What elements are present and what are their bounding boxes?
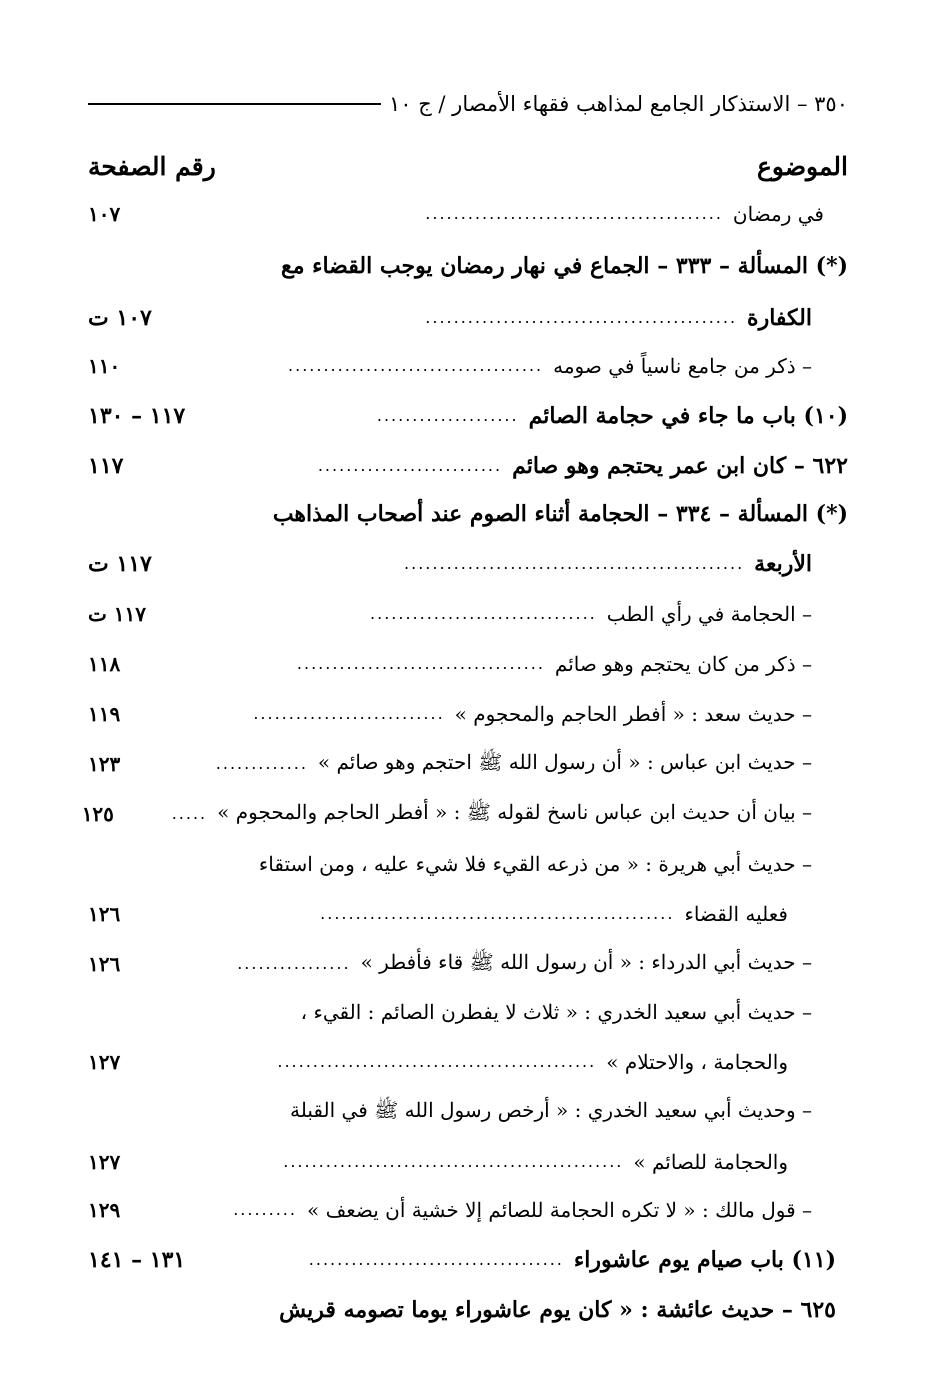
leader-dots: ....................................	[288, 356, 544, 375]
header-rule	[88, 103, 381, 105]
leader-dots: ..........................	[317, 456, 503, 475]
entry-text: – الحجامة في رأي الطب	[606, 602, 812, 626]
entry-page: ١١٩	[88, 702, 121, 726]
entry-text: ٦٢٢ – كان ابن عمر يحتجم وهو صائم	[512, 453, 848, 479]
toc-entry	[88, 1144, 848, 1180]
entry-text: – ذكر من كان يحتجم وهو صائم	[554, 652, 812, 676]
topic-column-heading: الموضوع	[757, 151, 848, 181]
leader-dots: .............................................	[277, 1052, 597, 1071]
entry-text: – حديث أبي سعيد الخدري : « ثلاث لا يفطرن الصائم : القيء ،	[300, 1000, 812, 1024]
leader-dots: .....	[171, 804, 208, 823]
entry-text: – حديث سعد : « أفطر الحاجم والمحجوم »	[454, 702, 812, 726]
entry-text: ٦٢٥ – حديث عائشة : « كان يوم عاشوراء يوما تصومه قريش	[279, 1297, 836, 1323]
leader-dots: .............	[215, 754, 308, 773]
toc-entry	[88, 348, 848, 384]
entry-page: ١١٧ – ١٣٠	[88, 403, 186, 429]
leader-dots: ................................................	[283, 1152, 624, 1171]
entry-page: ١٢٣	[88, 752, 121, 776]
leader-dots: ....................................	[308, 1250, 564, 1269]
entry-text: والحجامة ، والاحتلام »	[606, 1050, 788, 1074]
toc-entry	[88, 896, 848, 932]
leader-dots: ................................................	[404, 554, 745, 573]
entry-text: – بيان أن حديث ابن عباس ناسخ لقوله ﷺ : « أفطر الحاجم والمحجوم »	[217, 799, 812, 824]
entry-page: ١١٧	[88, 453, 124, 479]
entry-page: ١٠٧	[88, 202, 121, 226]
entry-page: ١٢٦	[88, 952, 121, 976]
toc-entry	[88, 1292, 848, 1328]
entry-page: ١١٠	[88, 354, 121, 378]
entry-text: – حديث ابن عباس : « أن رسول الله ﷺ احتجم وهو صائم »	[317, 749, 812, 774]
entry-page: ١١٧ ت	[88, 551, 152, 577]
toc-entry	[88, 248, 848, 284]
toc-entry	[88, 300, 848, 336]
entry-text: الكفارة	[747, 305, 812, 331]
leader-dots: ..................................................	[320, 904, 675, 923]
entry-text: – حديث أبي هريرة : « من ذرعه القيء فلا شيء عليه ، ومن استقاء	[258, 852, 812, 876]
running-title: ٣٥٠ – الاستذكار الجامع لمذاهب فقهاء الأمصار / ج ١٠	[388, 92, 848, 116]
leader-dots: ................................	[370, 604, 597, 623]
toc-entry	[88, 496, 848, 532]
toc-entry	[88, 696, 848, 732]
entry-text: – حديث أبي الدرداء : « أن رسول الله ﷺ قاء فأفطر »	[360, 949, 812, 974]
entry-page: ١١٨	[88, 652, 121, 676]
toc-entry	[88, 1094, 848, 1130]
entry-text: (١١) باب صيام يوم عاشوراء	[573, 1247, 836, 1273]
page-column-heading: رقم الصفحة	[88, 151, 216, 181]
toc-entry	[88, 448, 848, 484]
toc-entry	[88, 196, 848, 232]
leader-dots: ..........................................	[425, 204, 723, 223]
entry-page: ١٢٥	[81, 802, 114, 826]
entry-text: فعليه القضاء	[684, 902, 788, 926]
toc-entry	[88, 1242, 848, 1278]
leader-dots: ............................................	[425, 308, 738, 327]
toc-entry	[88, 1192, 848, 1228]
entry-text: (*) المسألة – ٣٣٣ – الجماع في نهار رمضان يوجب القضاء مع	[280, 253, 848, 279]
entry-text: الأربعة	[754, 551, 812, 577]
entry-page: ١٣١ – ١٤١	[88, 1247, 186, 1273]
leader-dots: ................	[237, 954, 351, 973]
toc-entry	[88, 398, 848, 434]
running-header	[88, 84, 848, 124]
toc-entry	[88, 846, 848, 882]
entry-text: في رمضان	[732, 202, 824, 226]
toc-entry	[88, 596, 848, 632]
entry-page: ١٢٧	[88, 1050, 121, 1074]
toc-entry	[88, 1044, 848, 1080]
toc-entry	[88, 946, 848, 982]
entry-text: (*) المسألة – ٣٣٤ – الحجامة أثناء الصوم عند أصحاب المذاهب	[272, 501, 848, 527]
entry-page: ١٢٩	[88, 1198, 121, 1222]
leader-dots: ....................	[376, 406, 519, 425]
entry-text: – قول مالك : « لا تكره الحجامة للصائم إلا خشية أن يضعف »	[306, 1198, 812, 1222]
entry-text: – وحديث أبي سعيد الخدري : « أرخص رسول الله ﷺ في القبلة	[290, 1097, 812, 1122]
column-headers	[88, 146, 848, 186]
toc-entry	[88, 646, 848, 682]
toc-entry	[88, 546, 848, 582]
entry-text: والحجامة للصائم »	[633, 1150, 788, 1174]
toc-entry	[88, 746, 848, 782]
entry-page: ١٢٧	[88, 1150, 121, 1174]
entry-text: – ذكر من جامع ناسياً في صومه	[553, 354, 812, 378]
entry-page: ١٢٦	[88, 902, 121, 926]
toc-entry	[88, 994, 848, 1030]
entry-text: (١٠) باب ما جاء في حجامة الصائم	[528, 403, 848, 429]
leader-dots: ...........................	[253, 704, 445, 723]
entry-page: ١٠٧ ت	[88, 305, 152, 331]
entry-page: ١١٧ ت	[88, 602, 147, 626]
leader-dots: .........	[233, 1200, 297, 1219]
leader-dots: ...................................	[296, 654, 545, 673]
toc-entry	[81, 796, 848, 832]
